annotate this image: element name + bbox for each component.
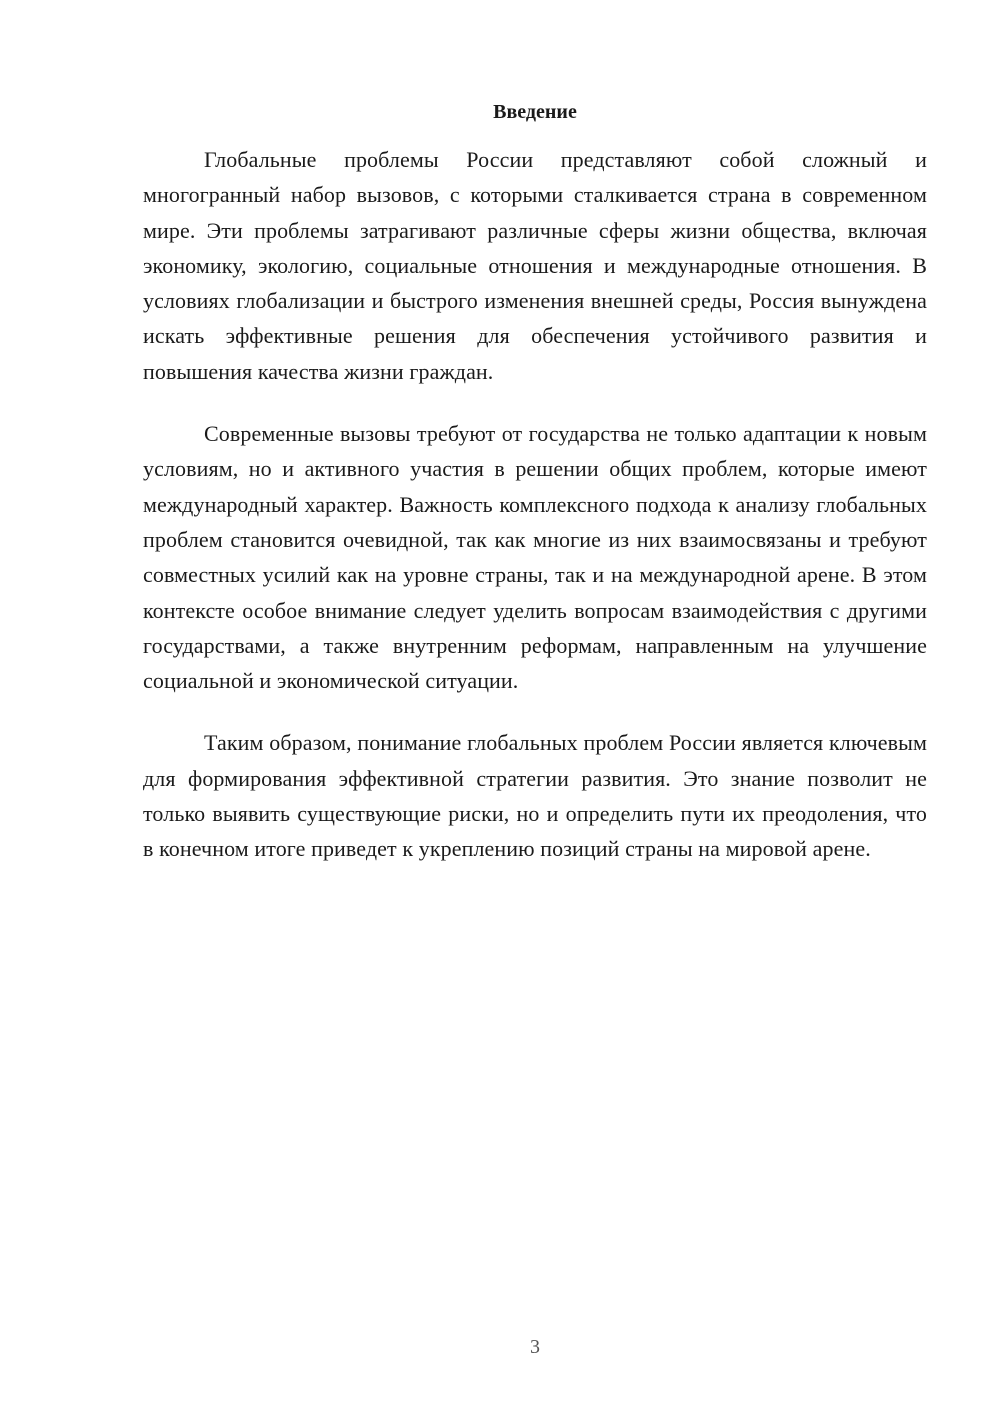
page-title: Введение [493, 101, 577, 123]
paragraph-2: Современные вызовы требуют от государства не только адаптации к новым условиям, но и активного участия в решении общих проблем, которые имеют международный характер. Важность комплексного подхода к анализу глобальных проблем становится очевидной, так как многие из них взаимосвязаны и требуют совместных усилий как на уровне страны, так и на международной арене. В этом контексте особое внимание следует уделить вопросам взаимодействия с другими государствами, а также внутренним реформам, направленным на улучшение социальной и экономической ситуации. [143, 421, 927, 694]
paragraph-1: Глобальные проблемы России представляют собой сложный и многогранный набор вызовов, с которыми сталкивается страна в современном мире. Эти проблемы затрагивают различные сферы жизни общества, включая экономику, экологию, социальные отношения и международные отношения. В условиях глобализации и быстрого изменения внешней среды, Россия вынуждена искать эффективные решения для обеспечения устойчивого развития и повышения качества жизни граждан. [143, 147, 927, 384]
document-body [143, 142, 927, 894]
paragraph-3: Таким образом, понимание глобальных проблем России является ключевым для формирования эффективной стратегии развития. Это знание позволит не только выявить существующие риски, но и определить пути их преодоления, что в конечном итоге приведет к укреплению позиций страны на мировой арене. [143, 730, 927, 862]
page-number: 3 [530, 1336, 540, 1358]
